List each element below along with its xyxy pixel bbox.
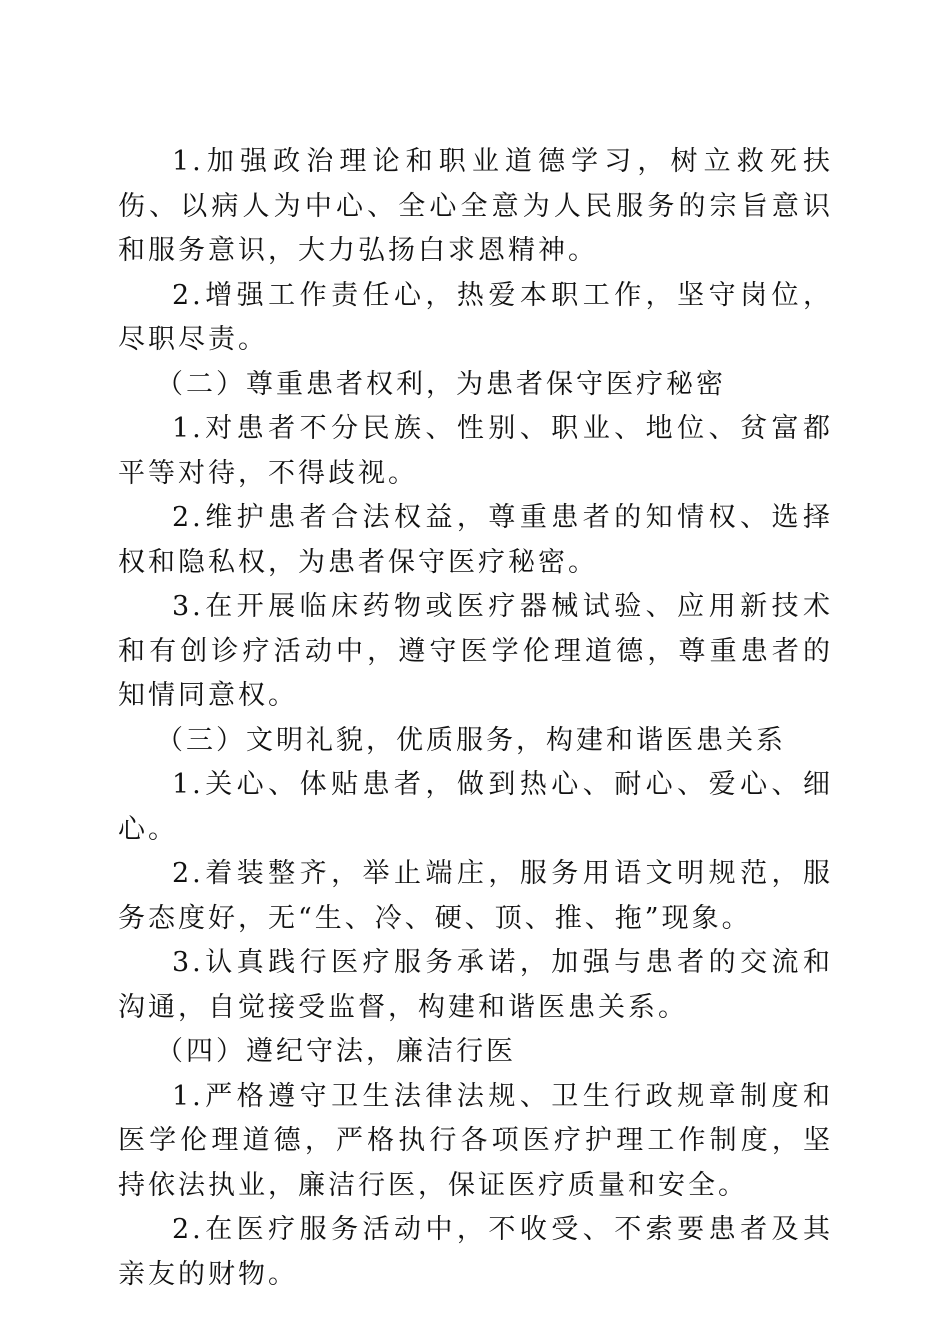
section-heading: （四）遵纪守法，廉洁行医 bbox=[156, 1036, 516, 1067]
paragraph-item: 2.增强工作责任心，热爱本职工作，坚守岗位，尽职尽责。 bbox=[118, 279, 833, 355]
paragraph-item: 1.严格遵守卫生法律法规、卫生行政规章制度和医学伦理道德，严格执行各项医疗护理工作制度，坚持依法执业，廉洁行医，保证医疗质量和安全。 bbox=[118, 1080, 833, 1201]
paragraph-item: 1.关心、体贴患者，做到热心、耐心、爱心、细心。 bbox=[118, 769, 833, 845]
paragraph-item: 1.加强政治理论和职业道德学习，树立救死扶伤、以病人为中心、全心全意为人民服务的宗旨意识和服务意识，大力弘扬白求恩精神。 bbox=[118, 146, 833, 266]
paragraph-item: 2.维护患者合法权益，尊重患者的知情权、选择权和隐私权，为患者保守医疗秘密。 bbox=[118, 502, 833, 578]
section-heading: （三）文明礼貌，优质服务，构建和谐医患关系 bbox=[156, 724, 786, 756]
paragraph-item: 2.在医疗服务活动中，不收受、不索要患者及其亲友的财物。 bbox=[118, 1214, 833, 1290]
document-page bbox=[118, 140, 833, 1297]
paragraph-item: 3.认真践行医疗服务承诺，加强与患者的交流和沟通，自觉接受监督，构建和谐医患关系。 bbox=[118, 947, 833, 1023]
paragraph-item: 2.着装整齐，举止端庄，服务用语文明规范，服务态度好，无“生、冷、硬、顶、推、拖”现象。 bbox=[118, 858, 833, 934]
paragraph-item: 3.在开展临床药物或医疗器械试验、应用新技术和有创诊疗活动中，遵守医学伦理道德，尊重患者的知情同意权。 bbox=[118, 591, 833, 711]
section-heading: （二）尊重患者权利，为患者保守医疗秘密 bbox=[156, 368, 726, 400]
paragraph-item: 1.对患者不分民族、性别、职业、地位、贫富都平等对待，不得歧视。 bbox=[118, 413, 833, 489]
